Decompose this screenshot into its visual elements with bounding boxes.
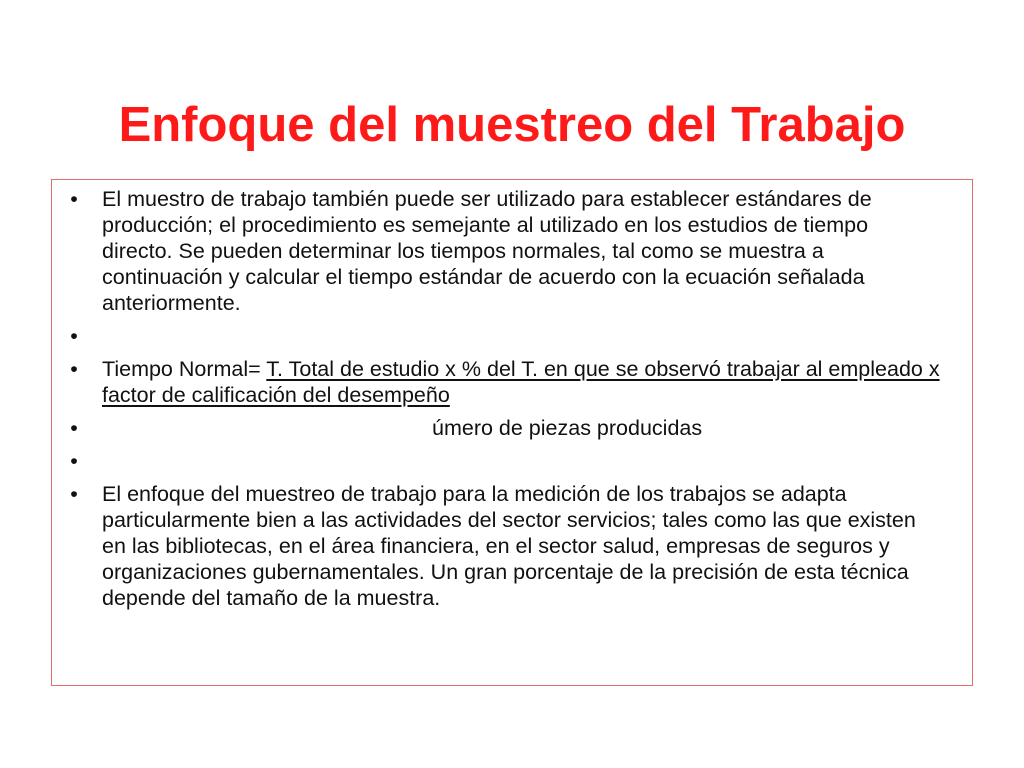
bullet-list	[52, 186, 972, 618]
bullet-icon: •	[70, 187, 78, 211]
bullet-icon: •	[70, 482, 78, 506]
bullet-text: El enfoque del muestreo de trabajo para la medición de los trabajos se adapta particularmente bien a las actividades del sector servicios; tales como las que existen en las bibliotecas, en el área financiera, en el sector salud, empresas de seguros y organizaciones gubernamentales. Un gran porcentaje de la precisión de esta técnica depende del tamaño de la muestra.	[102, 482, 916, 610]
bullet-item-empty	[52, 448, 972, 474]
bullet-icon: •	[70, 324, 78, 348]
formula-numerator: T. Total de estudio x % del T. en que se observó trabajar al empleado x factor de calificación del desempeño	[102, 357, 940, 407]
bullet-text: El muestro de trabajo también puede ser utilizado para establecer estándares de producción; el procedimiento es semejante al utilizado en los estudios de tiempo directo. Se pueden determinar los tiempos normales, tal como se muestra a continuación y calcular el tiempo estándar de acuerdo con la ecuación señalada anteriormente.	[102, 187, 872, 315]
formula-label: Tiempo Normal=	[102, 357, 267, 381]
slide-title: Enfoque del muestreo del Trabajo	[118, 97, 906, 152]
bullet-item-denominator	[52, 415, 972, 441]
bullet-icon: •	[70, 357, 78, 381]
bullet-item-services	[52, 481, 972, 611]
bullet-icon: •	[70, 416, 78, 440]
bullet-item-intro	[52, 186, 972, 316]
content-box	[51, 179, 973, 686]
bullet-icon: •	[70, 449, 78, 473]
bullet-item-formula	[52, 356, 972, 408]
formula-denominator: úmero de piezas producidas	[432, 416, 703, 440]
bullet-item-empty	[52, 323, 972, 349]
